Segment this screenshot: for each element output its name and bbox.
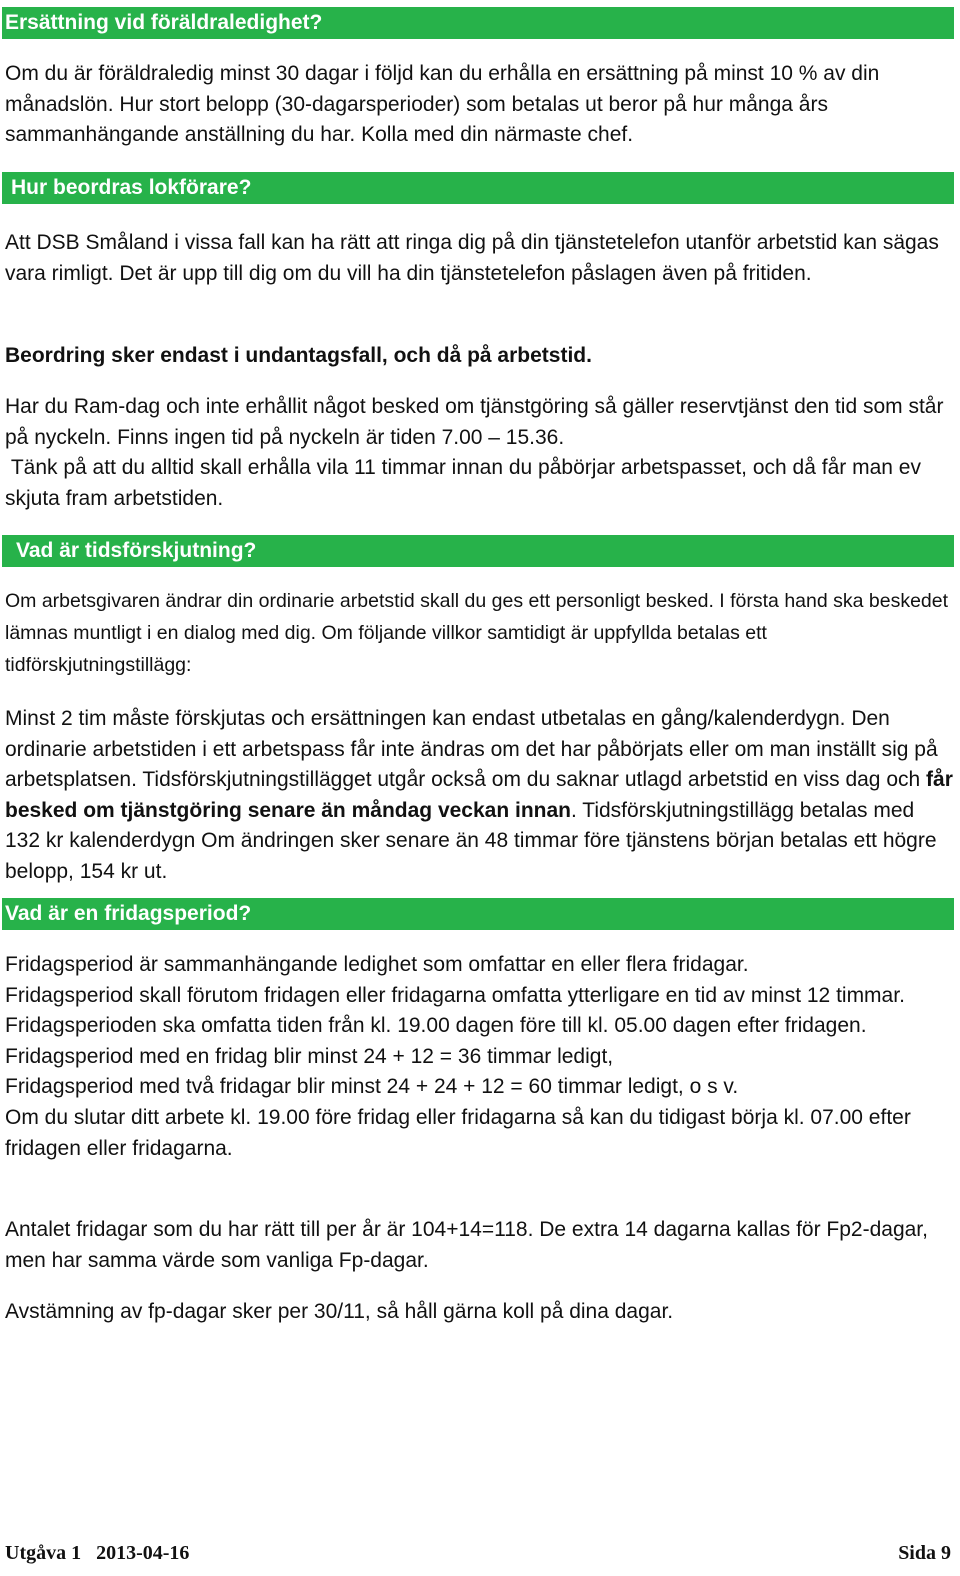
footer-page-number: Sida 9 [898,1542,951,1564]
section-heading-lokforare: Hur beordras lokförare? [2,172,954,204]
section-heading-tidsforskjutning: Vad är tidsförskjutning? [2,535,954,567]
section-heading-foraldraledighet: Ersättning vid föräldraledighet? [2,7,954,39]
villkor-text-bold: får besked om tjänstgöring senare än måndag veckan innan [5,768,953,822]
footer-edition: Utgåva 1 2013-04-16 [5,1542,190,1564]
fridagsperiod-line3: Fridagsperiod med en fridag blir minst 24 + 12 = 36 timmar ledigt, [5,1044,614,1068]
fridagsperiod-line4: Fridagsperiod med två fridagar blir minst 24 + 24 + 12 = 60 timmar ledigt, o s v. [5,1075,739,1099]
villkor-text-start: Minst 2 tim måste förskjutas och ersättningen kan endast utbetalas en gång/kalenderdygn. Den ordinarie arbetstiden i ett arbetspass får inte ändras om det har påbörjats eller om man inställt sig på arbetsplatsen. Tidsförskjutningstillägget utgår också om du saknar utlagd arbetstid en viss dag och [5,707,938,792]
paragraph-personligt-besked: Om arbetsgivaren ändrar din ordinarie arbetstid skall du ges ett personligt besked. I första hand ska beskedet lämnas muntligt i en dialog med dig. Om följande villkor samtidigt är uppfyllda betalas ett tidförskjutningstillägg: [5,590,949,676]
section-heading-fridagsperiod: Vad är en fridagsperiod? [2,898,954,930]
paragraph-fridagsperiod [5,950,953,1164]
paragraph-avstamning: Avstämning av fp-dagar sker per 30/11, så håll gärna koll på dina dagar. [5,1300,674,1323]
paragraph-vila-line: Tänk på att du alltid skall erhålla vila 11 timmar innan du påbörjar arbetspasset, och då får man ev skjuta fram arbetstiden. [5,456,927,510]
fridagsperiod-line5: Om du slutar ditt arbete kl. 19.00 före fridag eller fridagarna så kan du tidigast börja kl. 07.00 efter fridagen eller fridagarna. [5,1105,911,1160]
paragraph-villkor [5,704,953,888]
paragraph-ram-dag-line1: Har du Ram-dag och inte erhållit något besked om tjänstgöring så gäller reservtjänst den tid som står på nyckeln. Finns ingen tid på nyckeln är tiden 7.00 – 15.36. [5,395,944,449]
fridagsperiod-line2: Fridagsperiod skall förutom fridagen eller fridagarna omfatta ytterligare en tid av minst 12 timmar. Fridagsperioden ska omfatta tiden från kl. 19.00 dagen före till kl. 05.00 dagen efter fridagen. [5,983,905,1038]
paragraph-ram-dag [5,392,953,514]
paragraph-tjanstetelefon: Att DSB Småland i vissa fall kan ha rätt att ringa dig på din tjänstetelefon utanför arbetstid kan sägas vara rimligt. Det är upp till dig om du vill ha din tjänstetelefon påslagen även på fritiden. [5,231,939,285]
paragraph-beordring: Beordring sker endast i undantagsfall, och då på arbetstid. [5,344,592,367]
villkor-text-end: . Tidsförskjutningstillägg betalas med 132 kr kalenderdygn Om ändringen sker senare än 48 timmar före tjänstens början betalas ett högre belopp, 154 kr ut. [5,798,937,883]
paragraph-foraldraledighet: Om du är föräldraledig minst 30 dagar i följd kan du erhålla en ersättning på minst 10 % av din månadslön. Hur stort belopp (30-dagarsperioder) som betalas ut beror på hur många års sammanhängande anställning du har. Kolla med din närmaste chef. [5,62,880,147]
fridagsperiod-line1: Fridagsperiod är sammanhängande ledighet som omfattar en eller flera fridagar. [5,953,749,976]
paragraph-antal-fridagar: Antalet fridagar som du har rätt till per år är 104+14=118. De extra 14 dagarna kallas för Fp2-dagar, men har samma värde som vanliga Fp-dagar. [5,1218,928,1272]
